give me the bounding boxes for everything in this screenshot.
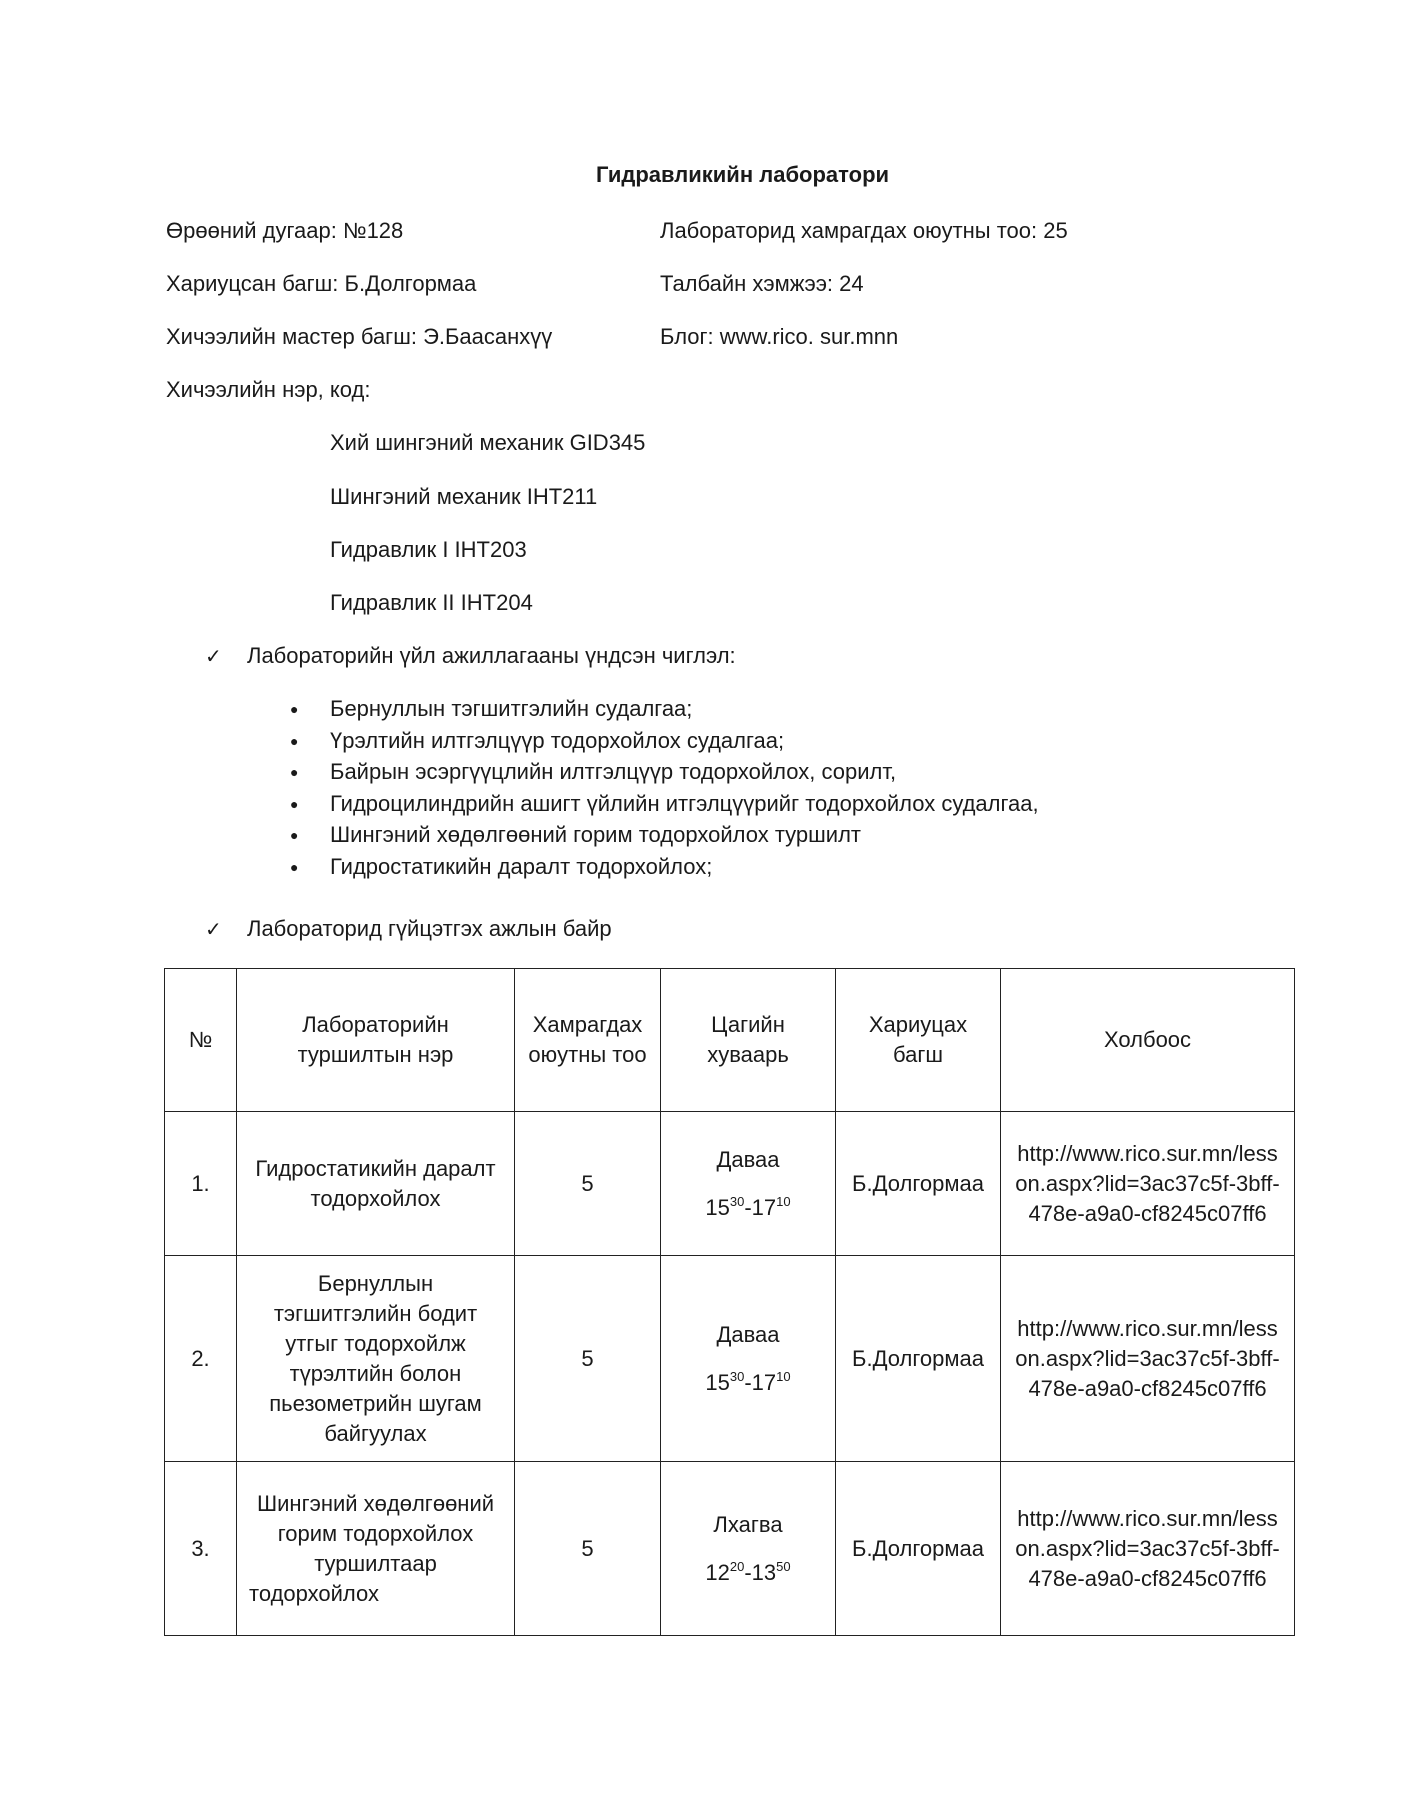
- master-teacher: Хичээлийн мастер багш: Э.Баасанхүү: [166, 324, 553, 349]
- bullet-icon: ●: [290, 827, 299, 844]
- header-schedule: Цагийн хуваарь: [661, 969, 836, 1112]
- course-item: Хий шингэний механик GID345: [330, 430, 646, 455]
- cell-teacher: Б.Долгормаа: [836, 1256, 1001, 1462]
- cell-no: 1.: [165, 1112, 237, 1256]
- header-link: Холбоос: [1001, 969, 1295, 1112]
- header-name: Лабораторийн туршилтын нэр: [237, 969, 515, 1112]
- cell-schedule: Лхагва $12^{20}-13^{50}$: [661, 1462, 836, 1636]
- course-item: Шингэний механик IHT211: [330, 484, 598, 509]
- cell-name: Бернуллын тэгшитгэлийн бодит утгыг тодорхойлж түрэлтийн болон пьезометрийн шугам байгуулах: [237, 1256, 515, 1462]
- cell-name: Гидростатикийн даралт тодорхойлох: [237, 1112, 515, 1256]
- checkmark-icon: ✓: [205, 917, 222, 941]
- bullet-icon: ●: [290, 764, 299, 781]
- workplace-heading: [205, 916, 612, 942]
- student-count: Лабораторид хамрагдах оюутны тоо: 25: [660, 218, 1068, 243]
- course-item: Гидравлик I IHT203: [330, 537, 527, 562]
- cell-teacher: Б.Долгормаа: [836, 1112, 1001, 1256]
- list-item: ● Гидростатикийн даралт тодорхойлох;: [290, 851, 1039, 883]
- table-row: [165, 1112, 1295, 1256]
- blog-link: Блог: www.rico. sur.mnn: [660, 324, 899, 349]
- list-item: ● Шингэний хөдөлгөөний горим тодорхойлох туршилт: [290, 819, 1039, 851]
- bullet-icon: ●: [290, 858, 299, 875]
- directions-label: Лабораторийн үйл ажиллагааны үндсэн чиглэл:: [247, 643, 736, 668]
- cell-schedule: Даваа $15^{30}-17^{10}$: [661, 1112, 836, 1256]
- cell-students: 5: [515, 1462, 661, 1636]
- cell-link[interactable]: http://www.rico.sur.mn/lesson.aspx?lid=3ac37c5f-3bff-478e-a9a0-cf8245c07ff6: [1001, 1112, 1295, 1256]
- document-title: Гидравликийн лаборатори: [595, 162, 890, 187]
- header-students: Хамрагдах оюутны тоо: [515, 969, 661, 1112]
- table-row: [165, 1256, 1295, 1462]
- list-item: ● Бернуллын тэгшитгэлийн судалгаа;: [290, 693, 1039, 725]
- cell-name: Шингэний хөдөлгөөний горим тодорхойлох туршилтаар тодорхойлох: [237, 1462, 515, 1636]
- cell-link[interactable]: http://www.rico.sur.mn/lesson.aspx?lid=3ac37c5f-3bff-478e-a9a0-cf8245c07ff6: [1001, 1256, 1295, 1462]
- cell-schedule: Даваа $15^{30}-17^{10}$: [661, 1256, 836, 1462]
- cell-no: 3.: [165, 1462, 237, 1636]
- checkmark-icon: ✓: [205, 644, 222, 668]
- courses-label: Хичээлийн нэр, код:: [166, 377, 371, 402]
- area-size: Талбайн хэмжээ: 24: [660, 271, 864, 296]
- responsible-teacher: Хариуцсан багш: Б.Долгормаа: [166, 271, 477, 296]
- cell-students: 5: [515, 1256, 661, 1462]
- list-item: ● Байрын эсэргүүцлийн илтгэлцүүр тодорхойлох, сорилт,: [290, 756, 1039, 788]
- room-number: Өрөөний дугаар: №128: [166, 218, 404, 243]
- bullet-icon: ●: [290, 701, 299, 718]
- header-no: №: [165, 969, 237, 1112]
- list-item: ● Үрэлтийн илтгэлцүүр тодорхойлох судалгаа;: [290, 725, 1039, 757]
- table-header-row: [165, 969, 1295, 1112]
- cell-link[interactable]: http://www.rico.sur.mn/lesson.aspx?lid=3ac37c5f-3bff-478e-a9a0-cf8245c07ff6: [1001, 1462, 1295, 1636]
- cell-students: 5: [515, 1112, 661, 1256]
- course-item: Гидравлик II IHT204: [330, 590, 533, 615]
- header-teacher: Хариуцах багш: [836, 969, 1001, 1112]
- bullet-icon: ●: [290, 732, 299, 749]
- directions-heading: [205, 643, 736, 669]
- list-item: ● Гидроцилиндрийн ашигт үйлийн итгэлцүүрийг тодорхойлох судалгаа,: [290, 788, 1039, 820]
- cell-teacher: Б.Долгормаа: [836, 1462, 1001, 1636]
- workplace-label: Лабораторид гүйцэтгэх ажлын байр: [247, 916, 612, 941]
- table-row: [165, 1462, 1295, 1636]
- cell-no: 2.: [165, 1256, 237, 1462]
- lab-table: [164, 968, 1295, 1636]
- bullet-icon: ●: [290, 795, 299, 812]
- directions-list: [290, 693, 1039, 882]
